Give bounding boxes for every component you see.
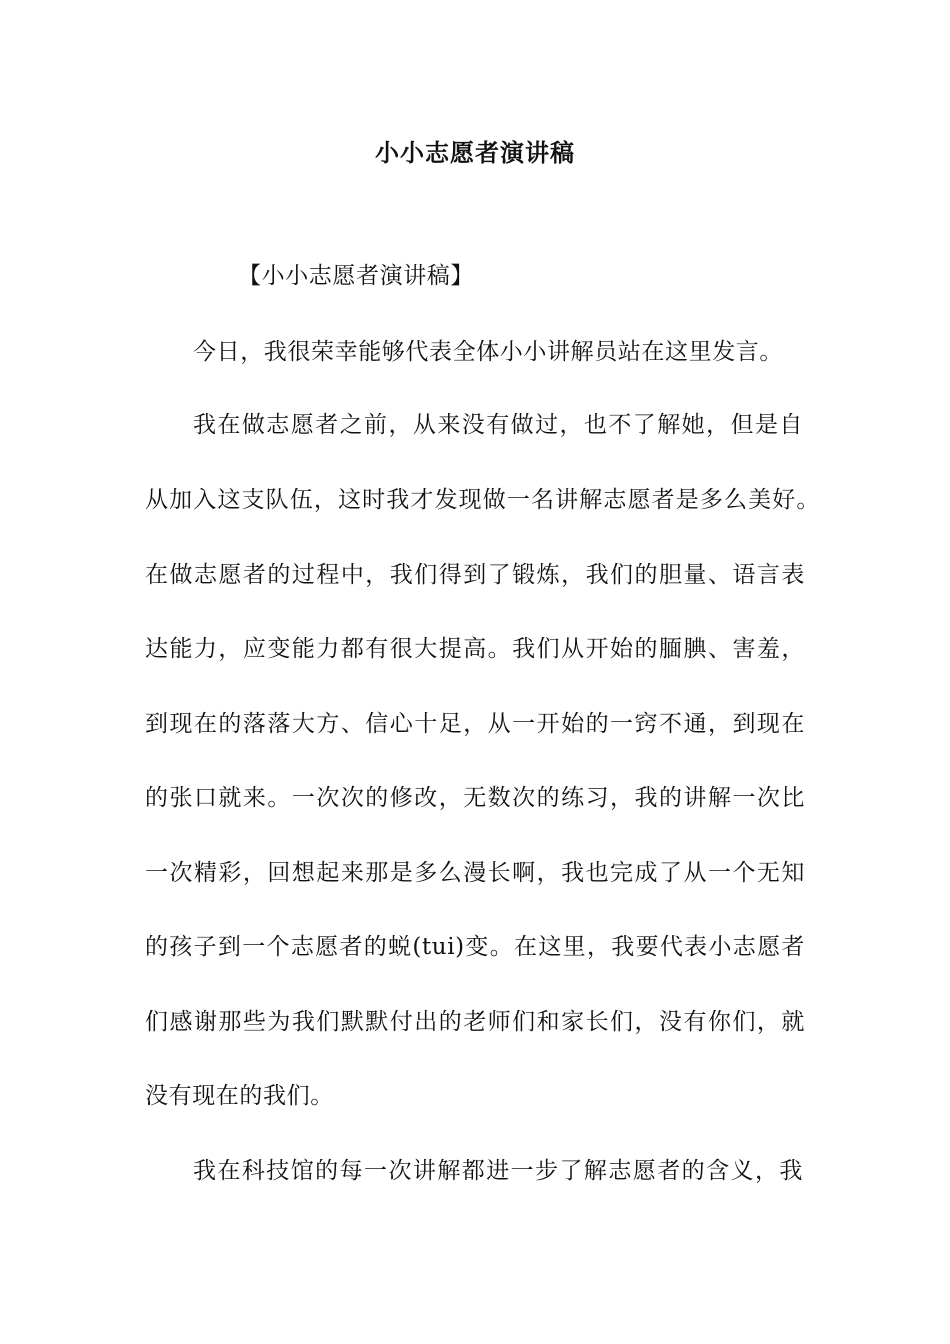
paragraph-line: 我在做志愿者之前，从来没有做过，也不了解她，但是自 <box>193 412 803 438</box>
paragraph-line: 从加入这支队伍，这时我才发现做一名讲解志愿者是多么美好。 <box>145 487 820 513</box>
paragraph-line: 一次精彩，回想起来那是多么漫长啊，我也完成了从一个无知 <box>145 860 805 886</box>
document-title: 小小志愿者演讲稿 <box>375 138 575 167</box>
paragraph-line: 今日，我很荣幸能够代表全体小小讲解员站在这里发言。 <box>193 339 783 365</box>
paragraph-line: 们感谢那些为我们默默付出的老师们和家长们，没有你们，就 <box>145 1009 805 1035</box>
paragraph-line: 的张口就来。一次次的修改，无数次的练习，我的讲解一次比 <box>145 785 805 811</box>
paragraph-line: 没有现在的我们。 <box>145 1083 334 1109</box>
paragraph-line: 我在科技馆的每一次讲解都进一步了解志愿者的含义，我 <box>193 1158 803 1184</box>
paragraph-line: 达能力，应变能力都有很大提高。我们从开始的腼腆、害羞， <box>145 636 805 662</box>
paragraph-line: 在做志愿者的过程中，我们得到了锻炼，我们的胆量、语言表 <box>145 562 805 588</box>
paragraph-line: 的孩子到一个志愿者的蜕(tui)变。在这里，我要代表小志愿者 <box>145 934 805 960</box>
section-heading: 【小小志愿者演讲稿】 <box>238 263 474 289</box>
paragraph-line: 到现在的落落大方、信心十足，从一开始的一窍不通，到现在 <box>145 711 805 737</box>
